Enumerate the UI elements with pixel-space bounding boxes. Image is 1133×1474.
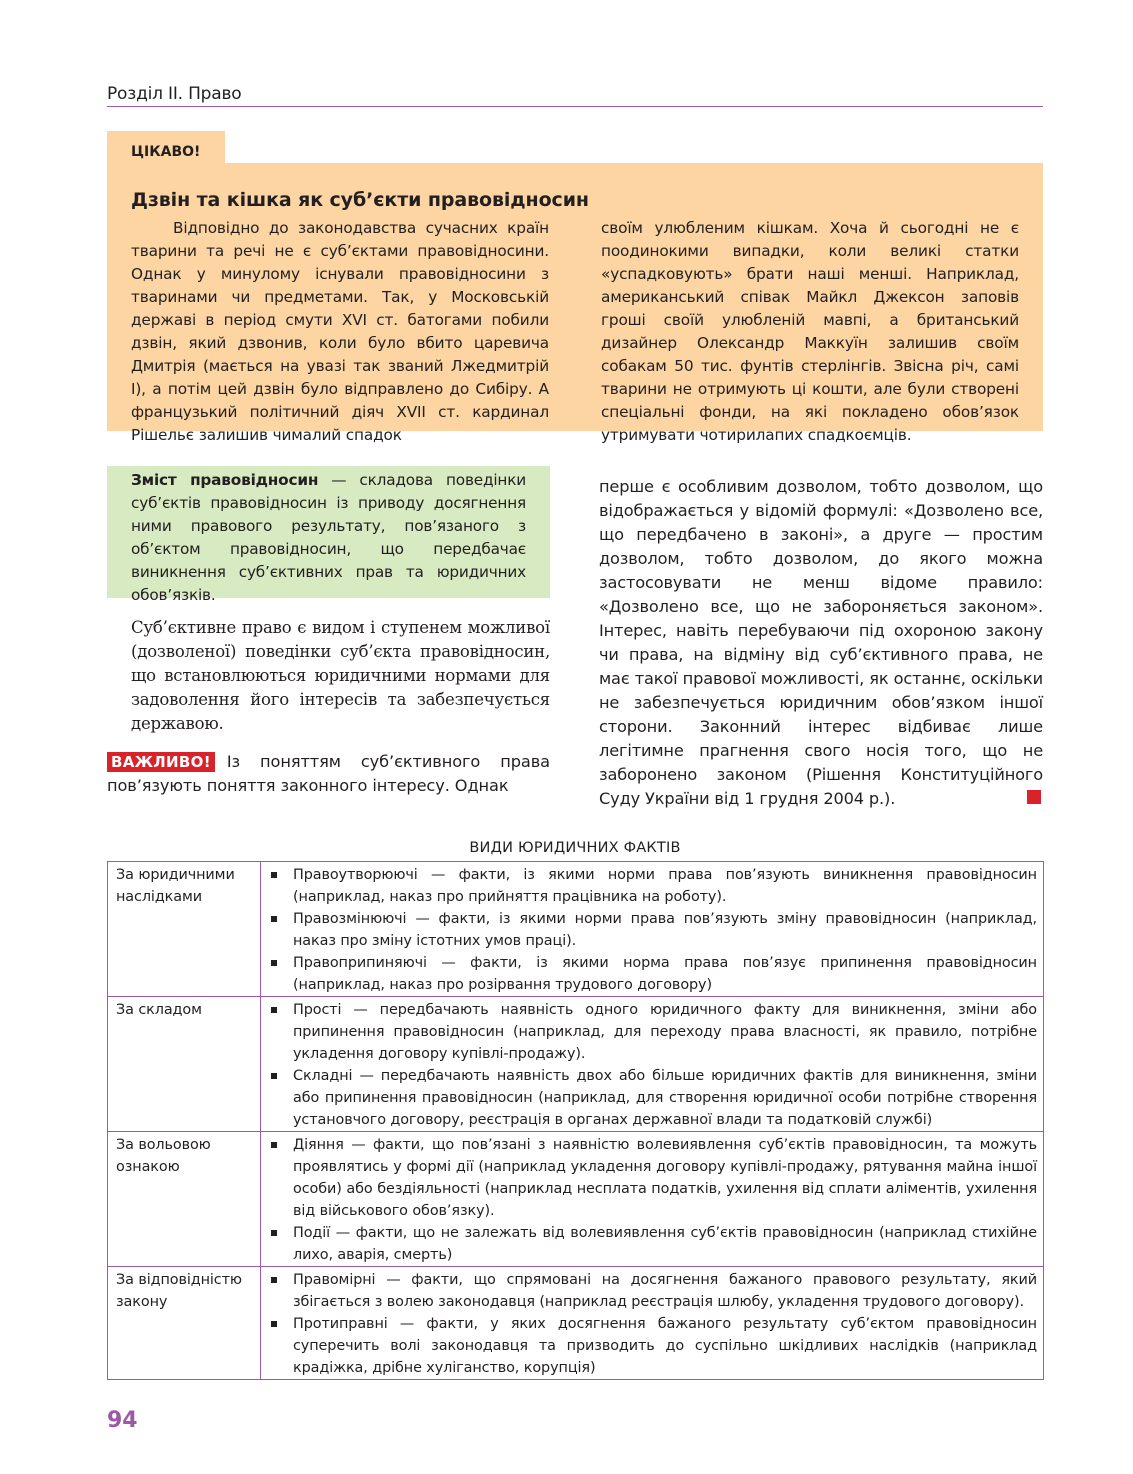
table-items-cell	[261, 1132, 1044, 1267]
subjective-right-paragraph: Суб’єктивне право є видом і ступенем можливої (дозволеної) поведінки суб’єкта правовідносин, що встановлюються юридичними нормами для задоволення його інтересів та забезпечується державою.	[131, 618, 550, 733]
end-marker-icon	[1027, 790, 1041, 804]
table-row	[108, 997, 1044, 1132]
list-item: Правоутворюючі — факти, із якими норми права пов’язують виникнення правовідносин (наприклад, наказ про прийняття працівника на роботу).	[269, 864, 1037, 908]
list-item: Правомірні — факти, що спрямовані на досягнення бажаного правового результату, який збігається з волею законодавця (наприклад реєстрація шлюбу, укладення трудового договору).	[269, 1269, 1037, 1313]
section-header	[107, 82, 1043, 107]
interesting-col-left: Відповідно до законодавства сучасних країн тварини та речі не є суб’єктами правовідносини. Однак у минулому існували правовідносини з тваринами чи предметами. Так, у Московській державі в період смути XVI ст. батогами побили дзвін, який дзвонив, коли було вбито царевича Дмитрія (мається на увазі так званий Лжедмитрій І), а потім цей дзвін було відправлено до Сибіру. А французький політичний діяч XVII ст. кардинал Рішельє залишив чималий спадок	[131, 219, 549, 444]
right-column-text: перше є особливим дозволом, тобто дозволом, що відображається у відомій формулі: «Дозволено все, що передбачено в законі», а друге — простим дозволом, тобто дозволом, до якого можна застосовувати не менш відоме правило: «Дозволено все, що не забороняється законом». Інтерес, навіть перебуваючи під охороною закону чи права, на відміну від суб’єктивного права, не має такої правової можливості, як останнє, оскільки не забезпечується юридичним обов’язком іншої сторони. Законний інтерес відбиває лише легітимне прагнення свого носія того, що не заборонено законом (Рішення Конституційного Суду України від 1 грудня 2004 р.).	[599, 477, 1043, 808]
list-item: Прості — передбачають наявність одного юридичного факту для виникнення, зміни або припинення правовідносин (наприклад, для переходу права власності, як правило, потрібне укладення договору купівлі-продажу).	[269, 999, 1037, 1065]
interesting-box	[107, 163, 1043, 444]
table-category-cell: За відповідністю закону	[108, 1267, 261, 1380]
definition-box	[107, 466, 550, 604]
table-category-cell: За складом	[108, 997, 261, 1132]
list-item: Протиправні — факти, у яких досягнення бажаного результату суб’єктом правовідносин суперечить волі законодавця та призводить до суспільно шкідливих наслідків (наприклад крадіжка, дрібне хуліганство, корупція)	[269, 1313, 1037, 1379]
table-items-cell	[261, 1267, 1044, 1380]
table-row	[108, 1132, 1044, 1267]
definition-term: Зміст правовідносин	[131, 471, 319, 489]
table-row	[108, 862, 1044, 997]
interesting-tab: ЦІКАВО!	[107, 131, 225, 163]
table-items-cell	[261, 862, 1044, 997]
table-row	[108, 1267, 1044, 1380]
table-category-cell: За юридичними наслідками	[108, 862, 261, 997]
important-paragraph	[107, 750, 550, 798]
list-item: Правозмінюючі — факти, із якими норми права пов’язують зміну правовідносин (наприклад, наказ про зміну істотних умов праці).	[269, 908, 1037, 952]
interesting-title: Дзвін та кішка як суб’єкти правовідносин	[131, 189, 589, 211]
page-number: 94	[107, 1408, 138, 1433]
section-title: Розділ ІІ. Право	[107, 84, 242, 104]
list-item: Події — факти, що не залежать від волевиявлення суб’єктів правовідносин (наприклад стихійне лихо, аварія, смерть)	[269, 1222, 1037, 1266]
interesting-col-right: своїм улюбленим кішкам. Хоча й сьогодні не є поодинокими випадки, коли великі статки «успадковують» брати наші менші. Наприклад, американський співак Майкл Джексон заповів гроші своїй улюбленій мавпі, а британський дизайнер Олександр Маккуїн залишив своїм собакам 50 тис. фунтів стерлінгів. Звісна річ, самі тварини не отримують ці кошти, але були створені спеціальні фонди, на які покладено обов’язок утримувати чотирилапих спадкоємців.	[601, 219, 1019, 444]
legal-facts-table	[107, 861, 1044, 1380]
table-items-cell	[261, 997, 1044, 1132]
important-badge: ВАЖЛИВО!	[107, 752, 215, 772]
list-item: Діяння — факти, що пов’язані з наявністю волевиявлення суб’єктів правовідносин, та можуть проявлятись у формі дії (наприклад укладення договору купівлі-продажу, рятування майна іншої особи) або бездіяльності (наприклад несплата податків, ухилення від сплати аліментів, ухилення від військового обов’язку).	[269, 1134, 1037, 1222]
definition-text: — складова поведінки суб’єктів правовідносин із приводу досягнення ними правового результату, пов’язаного з об’єктом правовідносин, що передбачає виникнення суб’єктивних прав та юридичних обов’язків.	[131, 471, 526, 604]
table-category-cell: За вольовою ознакою	[108, 1132, 261, 1267]
list-item: Правоприпиняючі — факти, із якими норма права пов’язує припинення правовідносин (наприклад, наказ про розірвання трудового договору)	[269, 952, 1037, 996]
table-title: ВИДИ ЮРИДИЧНИХ ФАКТІВ	[469, 840, 681, 856]
list-item: Складні — передбачають наявність двох або більше юридичних фактів для виникнення, зміни або припинення правовідносин (наприклад, для створення юридичної особи потрібне створення установчого договору, реєстрація в органах державної влади та податковій службі)	[269, 1065, 1037, 1131]
important-text: Із поняттям суб’єктивного права пов’язують поняття законного інтересу. Однак	[107, 752, 550, 795]
